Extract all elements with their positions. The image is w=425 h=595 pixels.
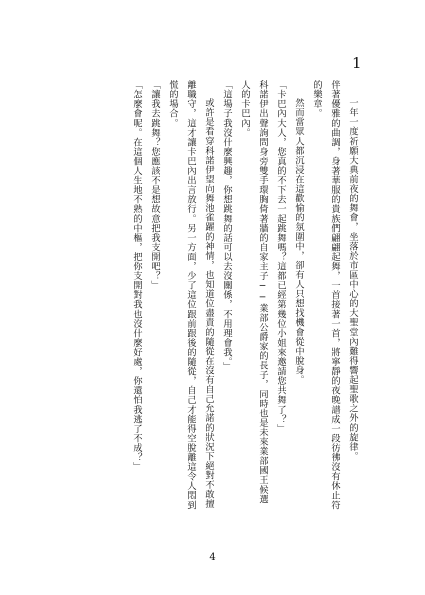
chapter-number: 1 <box>352 54 362 72</box>
paragraph: 然而當眾人都沉浸在這歡愉的氛圍中，卻有人只想找機會從中脫身。 <box>293 98 304 385</box>
dialogue-paragraph: 「怎麼會呢。在這個人生地不熟的中樞，把你支開對我也沒什麼好處，你還怕我逃了不成？」 <box>131 80 142 472</box>
page-number: 4 <box>209 552 216 563</box>
paragraph: 或許是看穿科諾伊望向舞池雀躍的神情，也知道位盡責的隨從在沒有自己允諾的狀況下絕對不敢擅離職守，這才讓卡巴內出言放行。另一方面，少了這位跟前跟後的隨從，自己才能得空脫離這令人悶到慌的場合。 <box>167 80 214 510</box>
paragraph: 科諾伊出聲詢問身旁雙手環胸倚著牆的自家主子──業部公爵家的長子，同時也是未來業部國王候選人的卡巴內。 <box>239 80 268 504</box>
body-text <box>127 80 361 510</box>
dialogue-paragraph: 「卡巴內大人，您真的不下去一起跳舞嗎？這都已經第幾位小姐來邀請您共舞了？」 <box>275 80 286 434</box>
paragraph: 伴著優雅的曲調，身著華服的貴族們翩翩起舞，一首接著一首，將寧靜的夜晚譜成一段彷彿沒有休止符的樂章。 <box>311 80 340 510</box>
dialogue-paragraph: 「這場子我沒什麼興趣，你想跳舞的話可以去沒關係，不用理會我。」 <box>221 80 232 372</box>
paragraph: 一年一度祈願大典前夜的舞會，坐落於市區中心的大聖堂內難得響起聖歌之外的旋律。 <box>347 98 358 462</box>
dialogue-paragraph: 「讓我去跳舞？您應該不是想故意把我支開吧？」 <box>149 80 160 291</box>
